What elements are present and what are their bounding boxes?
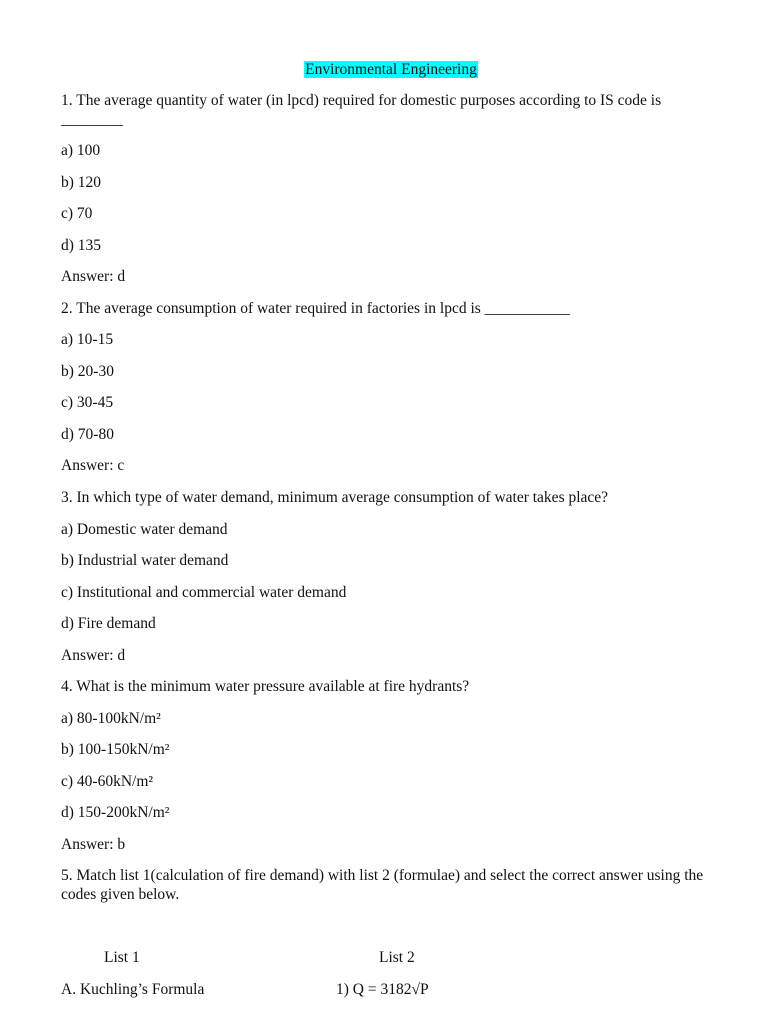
question-4-option-d: d) 150-200kN/m² bbox=[61, 804, 170, 821]
question-1-option-d: d) 135 bbox=[61, 237, 102, 254]
question-3-option-d: d) Fire demand bbox=[61, 615, 156, 632]
question-4-option-c: c) 40-60kN/m² bbox=[61, 773, 154, 790]
question-2-option-b: b) 20-30 bbox=[61, 363, 114, 380]
question-1-option-c: c) 70 bbox=[61, 205, 93, 222]
question-2-option-c: c) 30-45 bbox=[61, 394, 114, 411]
question-1-stem: 1. The average quantity of water (in lpcd) required for domestic purposes according to IS code is bbox=[61, 92, 662, 109]
question-4-text: 4. What is the minimum water pressure available at fire hydrants? bbox=[61, 678, 470, 695]
question-1-option-b: b) 120 bbox=[61, 174, 102, 191]
question-2-option-a: a) 10-15 bbox=[61, 331, 114, 348]
title-container bbox=[0, 60, 768, 79]
question-3-option-c: c) Institutional and commercial water demand bbox=[61, 584, 347, 601]
question-2-answer: Answer: c bbox=[61, 457, 125, 474]
question-4-option-b: b) 100-150kN/m² bbox=[61, 741, 170, 758]
question-5-text: 5. Match list 1(calculation of fire demand) with list 2 (formulae) and select the correct answer using the codes given below. bbox=[61, 867, 704, 903]
question-1-answer: Answer: d bbox=[61, 268, 126, 285]
question-3-text: 3. In which type of water demand, minimum average consumption of water takes place? bbox=[61, 489, 609, 506]
question-2-option-d: d) 70-80 bbox=[61, 426, 114, 443]
list-2-header: List 2 bbox=[379, 949, 415, 966]
question-3-option-a: a) Domestic water demand bbox=[61, 521, 228, 538]
document-title: Environmental Engineering bbox=[305, 61, 477, 78]
question-3-option-b: b) Industrial water demand bbox=[61, 552, 229, 569]
list-1-header: List 1 bbox=[104, 949, 140, 966]
question-1-option-a: a) 100 bbox=[61, 142, 101, 159]
list-2-item-1: 1) Q = 3182√P bbox=[336, 981, 429, 998]
question-4-answer: Answer: b bbox=[61, 836, 126, 853]
question-1-text bbox=[61, 91, 721, 129]
question-1-blank: ________ bbox=[61, 111, 123, 128]
question-2-text: 2. The average consumption of water required in factories in lpcd is ___________ bbox=[61, 300, 570, 317]
question-4-option-a: a) 80-100kN/m² bbox=[61, 710, 161, 727]
question-3-answer: Answer: d bbox=[61, 647, 126, 664]
list-1-item-a: A. Kuchling’s Formula bbox=[61, 981, 205, 998]
